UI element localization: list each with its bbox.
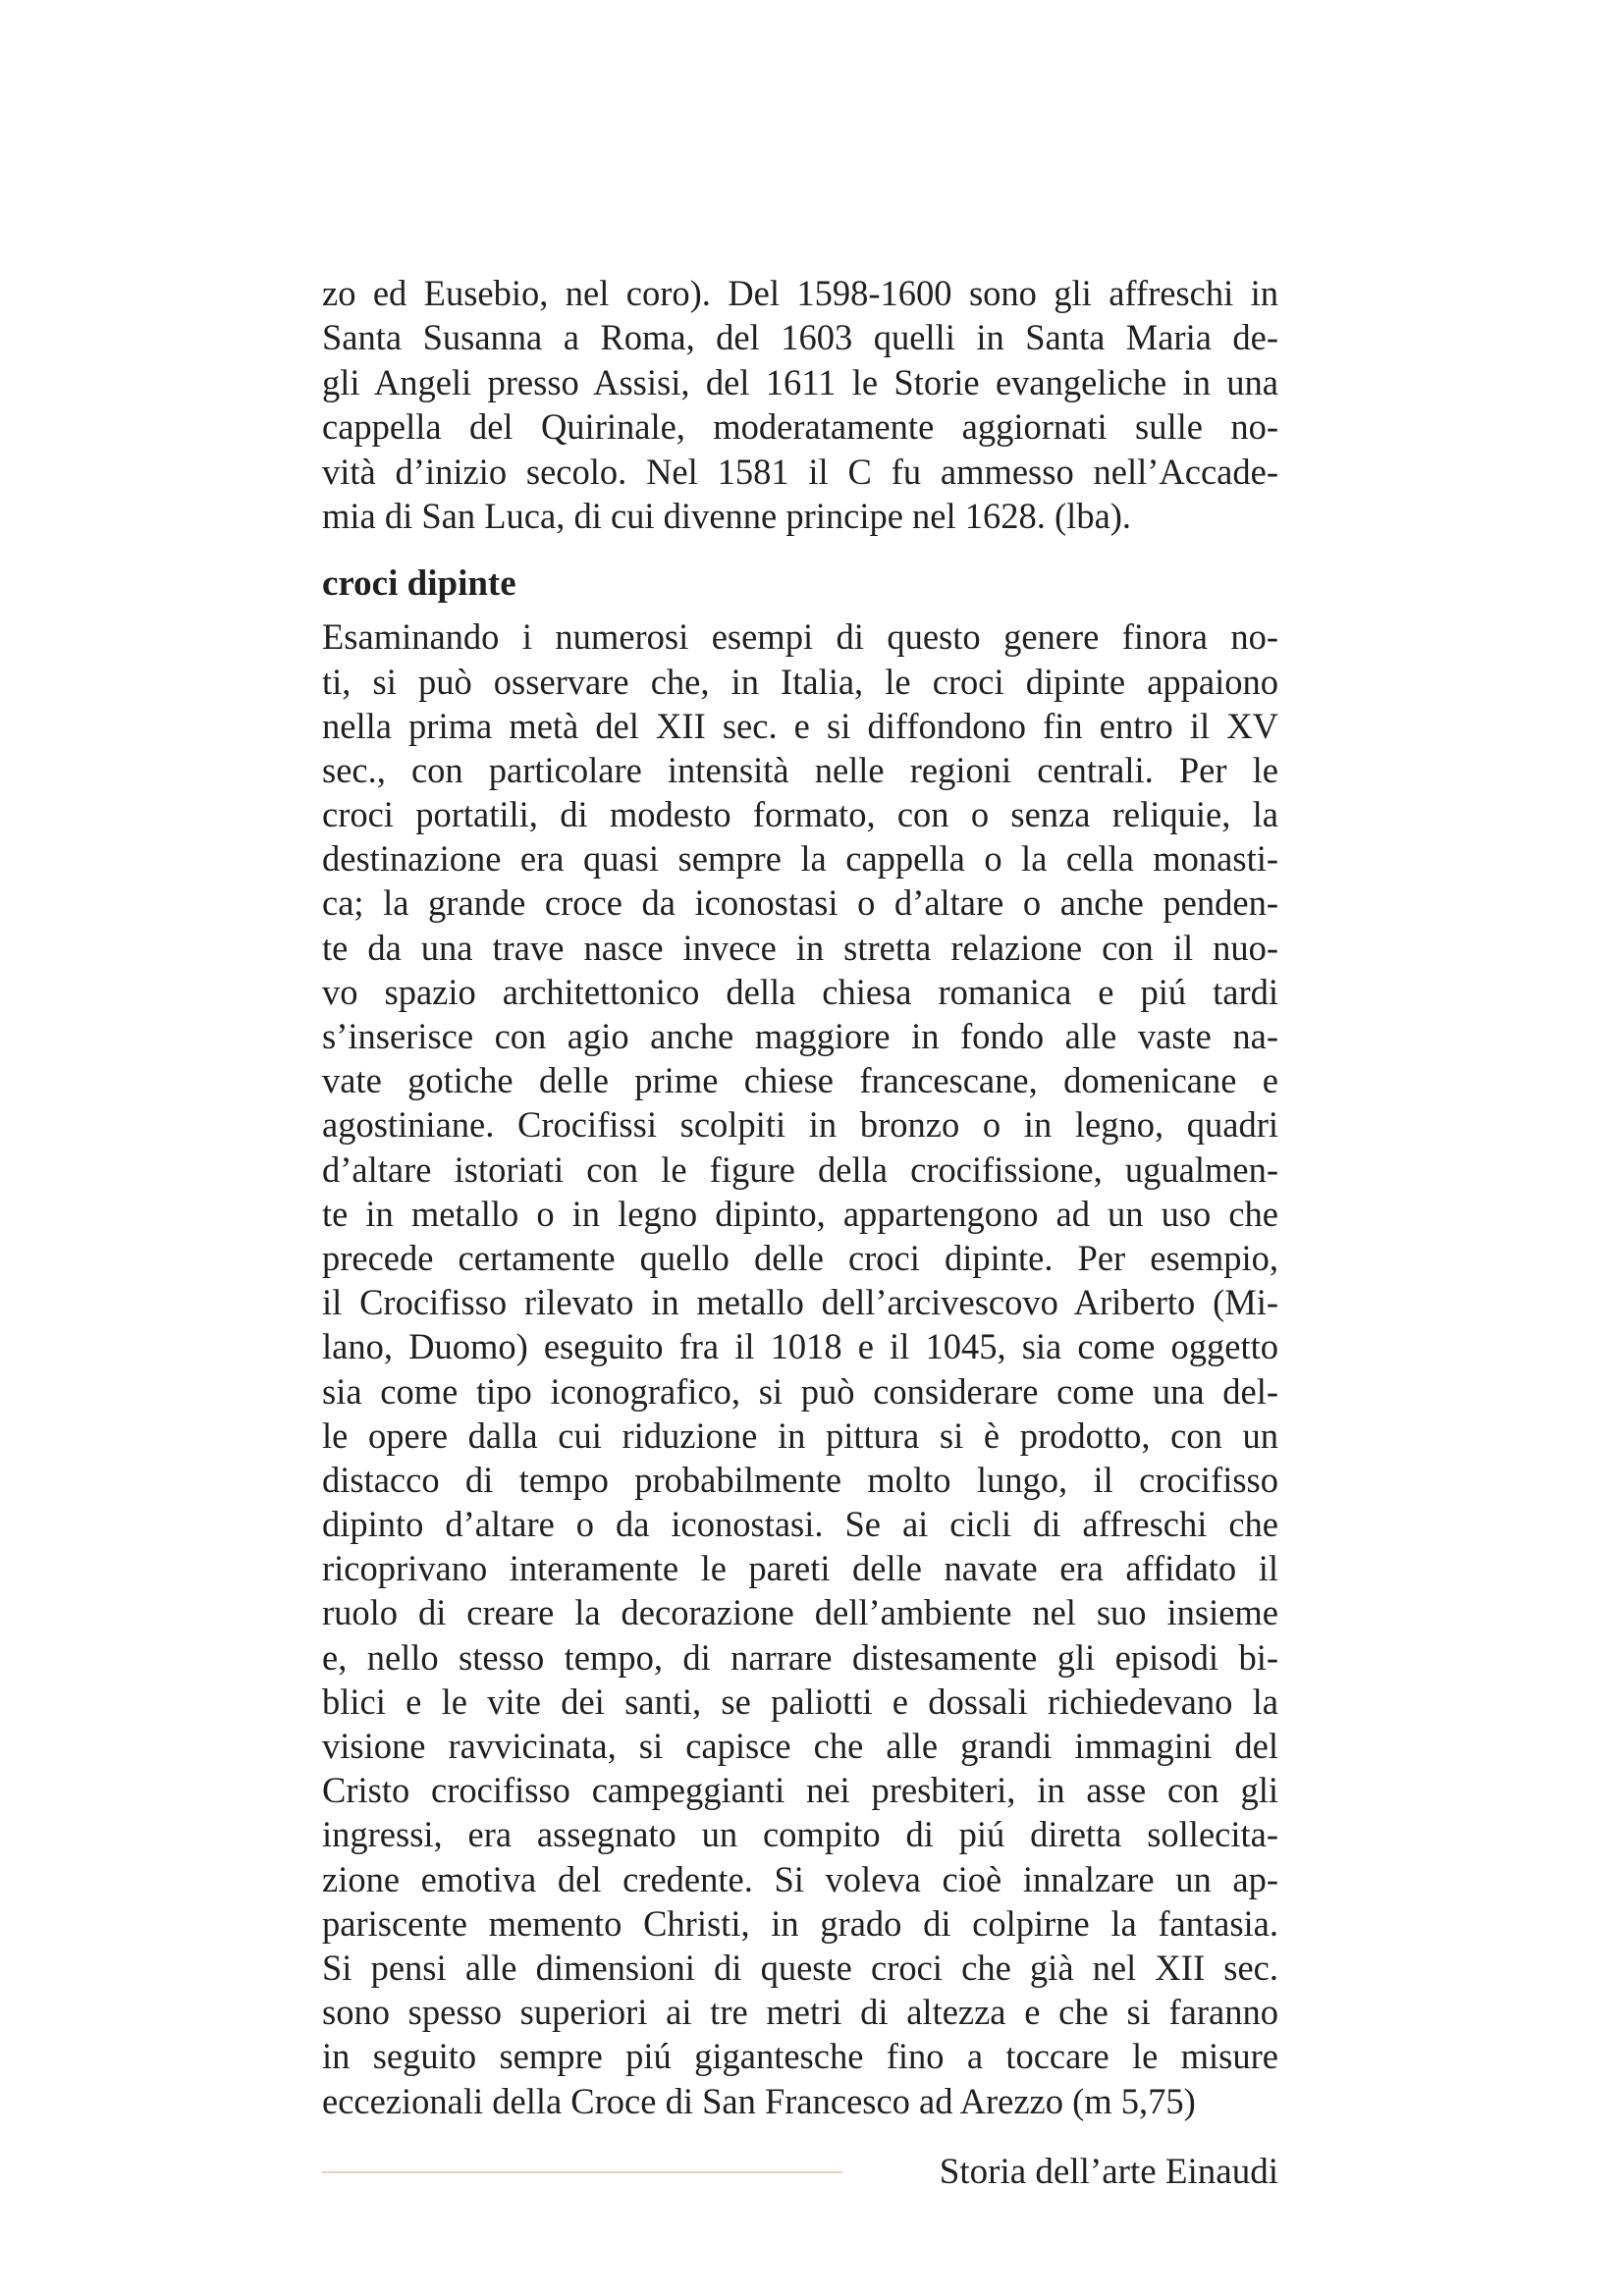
text-line: ingressi, era assegnato un compito di piú diretta sollecita- (322, 1814, 1278, 1855)
text-line: Esaminando i numerosi esempi di questo genere finora no- (322, 616, 1278, 658)
text-line: Si pensi alle dimensioni di queste croci che già nel XII sec. (322, 1947, 1278, 1988)
text-line: visione ravvicinata, si capisce che alle grandi immagini del (322, 1726, 1278, 1767)
text-line: te in metallo o in legno dipinto, appartengono ad un uso che (322, 1193, 1278, 1234)
text-line: Cristo crocifisso campeggianti nei presbiteri, in asse con gli (322, 1770, 1278, 1811)
text-line: blici e le vite dei santi, se paliotti e dossali richiedevano la (322, 1681, 1278, 1722)
footer-rule (322, 2171, 842, 2173)
text-line: nella prima metà del XII sec. e si diffondono fin entro il XV (322, 705, 1278, 746)
text-line: precede certamente quello delle croci dipinte. Per esempio, (322, 1237, 1278, 1278)
text-line: sia come tipo iconografico, si può considerare come una del- (322, 1370, 1278, 1412)
text-line: e, nello stesso tempo, di narrare distesamente gli episodi bi- (322, 1636, 1278, 1678)
text-line: zo ed Eusebio, nel coro). Del 1598-1600 sono gli affreschi in (322, 273, 1278, 313)
text-line: ricoprivano interamente le pareti delle navate era affidato il (322, 1548, 1278, 1589)
text-line: ruolo di creare la decorazione dell’ambiente nel suo insieme (322, 1592, 1278, 1633)
text-line: cappella del Quirinale, moderatamente aggiornati sulle no- (322, 406, 1278, 448)
text-line: zione emotiva del credente. Si voleva cioè innalzare un ap- (322, 1858, 1278, 1899)
text-line: distacco di tempo probabilmente molto lungo, il crocifisso (322, 1459, 1278, 1500)
intro-paragraph (322, 271, 1278, 538)
text-line: croci portatili, di modesto formato, con o senza reliquie, la (322, 794, 1278, 835)
text-line: il Crocifisso rilevato in metallo dell’arcivescovo Ariberto (Mi- (322, 1282, 1278, 1323)
entry-heading: croci dipinte (322, 563, 516, 605)
text-line: Santa Susanna a Roma, del 1603 quelli in Santa Maria de- (322, 317, 1278, 358)
text-line: sec., con particolare intensità nelle regioni centrali. Per le (322, 749, 1278, 790)
text-line: vità d’inizio secolo. Nel 1581 il C fu ammesso nell’Accade- (322, 451, 1278, 492)
text-line: sono spesso superiori ai tre metri di altezza e che si faranno (322, 1992, 1278, 2033)
text-line: d’altare istoriati con le figure della crocifissione, ugualmen- (322, 1148, 1278, 1190)
text-line: lano, Duomo) eseguito fra il 1018 e il 1045, sia come oggetto (322, 1326, 1278, 1367)
text-line: vo spazio architettonico della chiesa romanica e piú tardi (322, 971, 1278, 1012)
text-line: pariscente memento Christi, in grado di colpirne la fantasia. (322, 1902, 1278, 1944)
footer-title: Storia dell’arte Einaudi (939, 2152, 1278, 2192)
text-line: s’inserisce con agio anche maggiore in fondo alle vaste na- (322, 1016, 1278, 1057)
text-line: vate gotiche delle prime chiese francescane, domenicane e (322, 1060, 1278, 1101)
text-line: agostiniane. Crocifissi scolpiti in bronzo o in legno, quadri (322, 1104, 1278, 1146)
text-line: te da una trave nasce invece in stretta relazione con il nuo- (322, 927, 1278, 968)
text-line: mia di San Luca, di cui divenne principe nel 1628. (lba). (322, 495, 1132, 536)
text-line: ti, si può osservare che, in Italia, le croci dipinte appaiono (322, 661, 1278, 702)
text-line: destinazione era quasi sempre la cappella o la cella monasti- (322, 838, 1278, 880)
text-line: in seguito sempre piú gigantesche fino a toccare le misure (322, 2036, 1278, 2077)
entry-body (322, 614, 1278, 2122)
page-footer (322, 2148, 1278, 2197)
text-line: gli Angeli presso Assisi, del 1611 le Storie evangeliche in una (322, 361, 1278, 402)
text-line: le opere dalla cui riduzione in pittura si è prodotto, con un (322, 1415, 1278, 1456)
text-column (322, 271, 1278, 2123)
text-line: eccezionali della Croce di San Francesco ad Arezzo (m 5,75) (322, 2080, 1196, 2121)
text-line: ca; la grande croce da iconostasi o d’altare o anche penden- (322, 882, 1278, 924)
text-line: dipinto d’altare o da iconostasi. Se ai cicli di affreschi che (322, 1504, 1278, 1545)
